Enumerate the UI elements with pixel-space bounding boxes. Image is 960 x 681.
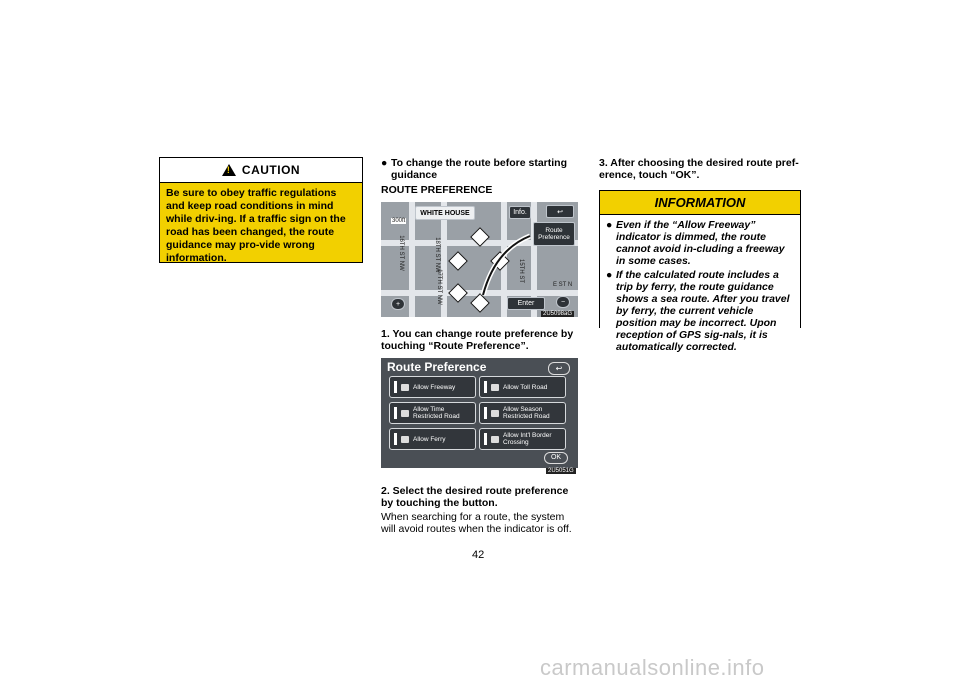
bullet-change-route (381, 157, 581, 181)
freeway-icon (401, 384, 409, 391)
map-scale: 300ft (392, 218, 406, 224)
indicator-icon (394, 433, 397, 445)
route-preference-title: Route Preference (387, 360, 487, 374)
zoom-in-icon[interactable]: + (391, 298, 405, 310)
season-restricted-icon (491, 410, 499, 417)
figure-code: 2U5098aG (543, 311, 573, 317)
caution-header (160, 158, 362, 183)
street-label: E ST N (553, 282, 573, 288)
time-restricted-icon (401, 410, 409, 417)
information-box (599, 190, 801, 353)
watermark: carmanualsonline.info (540, 655, 765, 680)
step-3: 3. After choosing the desired route pref-erence, touch “OK”. (599, 157, 799, 181)
map-screenshot (381, 202, 578, 317)
indicator-icon (484, 381, 487, 393)
back-icon[interactable]: ↩ (548, 362, 570, 375)
ok-button[interactable]: OK (544, 452, 568, 464)
scroll-arrow-icon[interactable] (448, 251, 468, 271)
caution-text: Be sure to obey traffic regulations and keep road conditions in mind while driv-ing. If a traffic sign on the road has been changed, the route guidance may pro-vide wrong information. (166, 187, 346, 264)
option-allow-freeway[interactable]: Allow Freeway (389, 376, 476, 398)
option-allow-border-crossing[interactable]: Allow Int'l Border Crossing (479, 428, 566, 450)
enter-button[interactable]: Enter (507, 297, 545, 310)
street-label: 18TH ST NW (433, 237, 440, 273)
step-1: 1. You can change route preference by touching “Route Preference”. (381, 328, 574, 352)
caution-box (159, 157, 363, 263)
figure-code: 2U5051G (548, 468, 574, 474)
option-allow-ferry[interactable]: Allow Ferry (389, 428, 476, 450)
pointer-arrow-icon (475, 230, 535, 300)
option-allow-toll-road[interactable]: Allow Toll Road (479, 376, 566, 398)
page-number: 42 (472, 549, 485, 561)
bullet-icon: ● (381, 157, 388, 169)
step-2: 2. Select the desired route preference by touching the button. (381, 485, 569, 509)
indicator-icon (394, 381, 397, 393)
street-label: 17TH ST NW (435, 269, 442, 305)
border-crossing-icon (491, 436, 499, 443)
section-heading: ROUTE PREFERENCE (381, 184, 493, 196)
route-preference-screenshot (381, 358, 578, 468)
indicator-icon (484, 407, 487, 419)
warning-triangle-icon (222, 164, 236, 176)
option-allow-season-restricted-road[interactable]: Allow Season Restricted Road (479, 402, 566, 424)
information-title: INFORMATION (600, 191, 800, 215)
zoom-out-icon[interactable]: − (556, 296, 570, 308)
caution-title: CAUTION (241, 163, 301, 177)
toll-road-icon (491, 384, 499, 391)
street-label: 16TH ST NW (397, 235, 404, 271)
bullet-icon: ● (606, 269, 613, 281)
note-text: When searching for a route, the system will avoid routes when the indicator is off. (381, 511, 572, 535)
scroll-arrow-icon[interactable] (448, 283, 468, 303)
info-button[interactable]: Info. (509, 206, 531, 219)
street-label: 15TH ST (518, 258, 525, 284)
back-icon[interactable]: ↩ (546, 205, 574, 218)
bullet-icon: ● (606, 219, 613, 231)
indicator-icon (394, 407, 397, 419)
bullet-text: To change the route before starting guidance (391, 157, 567, 181)
info-item: ● Even if the “Allow Freeway” indicator is dimmed, the route cannot avoid in-cluding a freeway in some cases. (606, 219, 785, 267)
route-preference-button[interactable]: Route Preference (533, 222, 575, 246)
info-item: ● If the calculated route includes a trip by ferry, the route guidance shows a sea route. After you travel by ferry, the current vehicle position may be incorrect. Upon reception of GPS sig-nals, it is automatically corrected. (606, 269, 790, 353)
map-place-label: WHITE HOUSE (415, 206, 475, 220)
option-allow-time-restricted-road[interactable]: Allow Time Restricted Road (389, 402, 476, 424)
indicator-icon (484, 433, 487, 445)
ferry-icon (401, 436, 409, 443)
